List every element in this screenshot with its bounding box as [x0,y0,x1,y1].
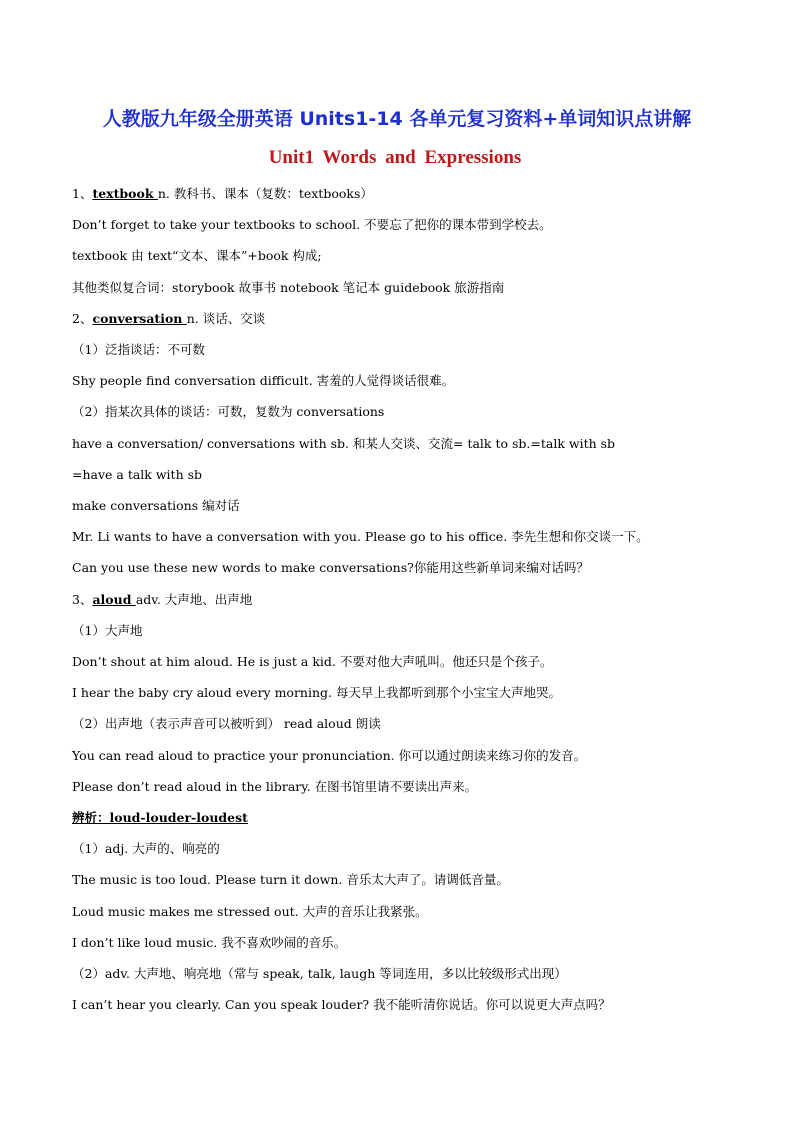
entry-number: 2、 [72,311,93,326]
usage-heading: （2）出声地（表示声音可以被听到） read aloud 朗读 [72,716,381,731]
entry-number: 1、 [72,186,93,201]
usage-heading: （1）adj. 大声的、响亮的 [72,841,220,856]
usage-heading: （1）泛指谈话：不可数 [72,342,205,357]
phrase-line: =have a talk with sb [72,467,203,482]
unit-heading: Unit1 Words and Expressions [268,147,522,168]
document-title: 人教版九年级全册英语 Units1-14 各单元复习资料+单词知识点讲解 [102,108,692,130]
example-sentence: Don’t forget to take your textbooks to school. 不要忘了把你的课本带到学校去。 [72,217,552,232]
example-sentence: Please don’t read aloud in the library. 在图书馆里请不要读出声来。 [72,779,478,794]
usage-heading: （2）指某次具体的谈话：可数，复数为 conversations [72,404,385,419]
entry-definition: n. 谈话、交谈 [186,311,266,326]
phrase-line: have a conversation/ conversations with sb. 和某人交谈、交流= talk to sb.=talk with sb [72,436,616,451]
entry-word: textbook [92,186,158,201]
entry-aloud [72,592,752,608]
phrase-line: make conversations 编对话 [72,498,240,513]
entry-definition: n. 教科书、课本（复数：textbooks） [157,186,373,201]
note-line: 其他类似复合词：storybook 故事书 notebook 笔记本 guidebook 旅游指南 [72,280,505,295]
example-sentence: I can’t hear you clearly. Can you speak louder? 我不能听清你说话。你可以说更大声点吗？ [72,997,611,1012]
entry-definition: adv. 大声地、出声地 [135,592,253,607]
entry-textbook [72,186,752,202]
example-sentence: Can you use these new words to make conversations?你能用这些新单词来编对话吗？ [72,560,589,575]
example-sentence: Loud music makes me stressed out. 大声的音乐让我紧张。 [72,904,428,919]
example-sentence: I hear the baby cry aloud every morning. 每天早上我都听到那个小宝宝大声地哭。 [72,685,561,700]
entry-word: conversation [92,311,187,326]
usage-heading: （2）adv. 大声地、响亮地（常与 speak, talk, laugh 等词连用，多以比较级形式出现） [72,966,567,981]
example-sentence: You can read aloud to practice your pronunciation. 你可以通过朗读来练习你的发音。 [72,748,587,763]
example-sentence: I don’t like loud music. 我不喜欢吵闹的音乐。 [72,935,347,950]
entry-number: 3、 [72,592,93,607]
example-sentence: The music is too loud. Please turn it down. 音乐太大声了。请调低音量。 [72,872,509,887]
entry-conversation [72,311,752,327]
example-sentence: Don’t shout at him aloud. He is just a kid. 不要对他大声吼叫。他还只是个孩子。 [72,654,553,669]
example-sentence: Shy people find conversation difficult. 害羞的人觉得谈话很难。 [72,373,455,388]
example-sentence: Mr. Li wants to have a conversation with you. Please go to his office. 李先生想和你交谈一下。 [72,529,649,544]
entry-word: aloud [92,592,136,607]
note-line: textbook 由 text“文本、课本”+book 构成; [72,248,322,263]
usage-heading: （1）大声地 [72,623,143,638]
comparison-heading: 辨析：loud-louder-loudest [72,810,248,825]
